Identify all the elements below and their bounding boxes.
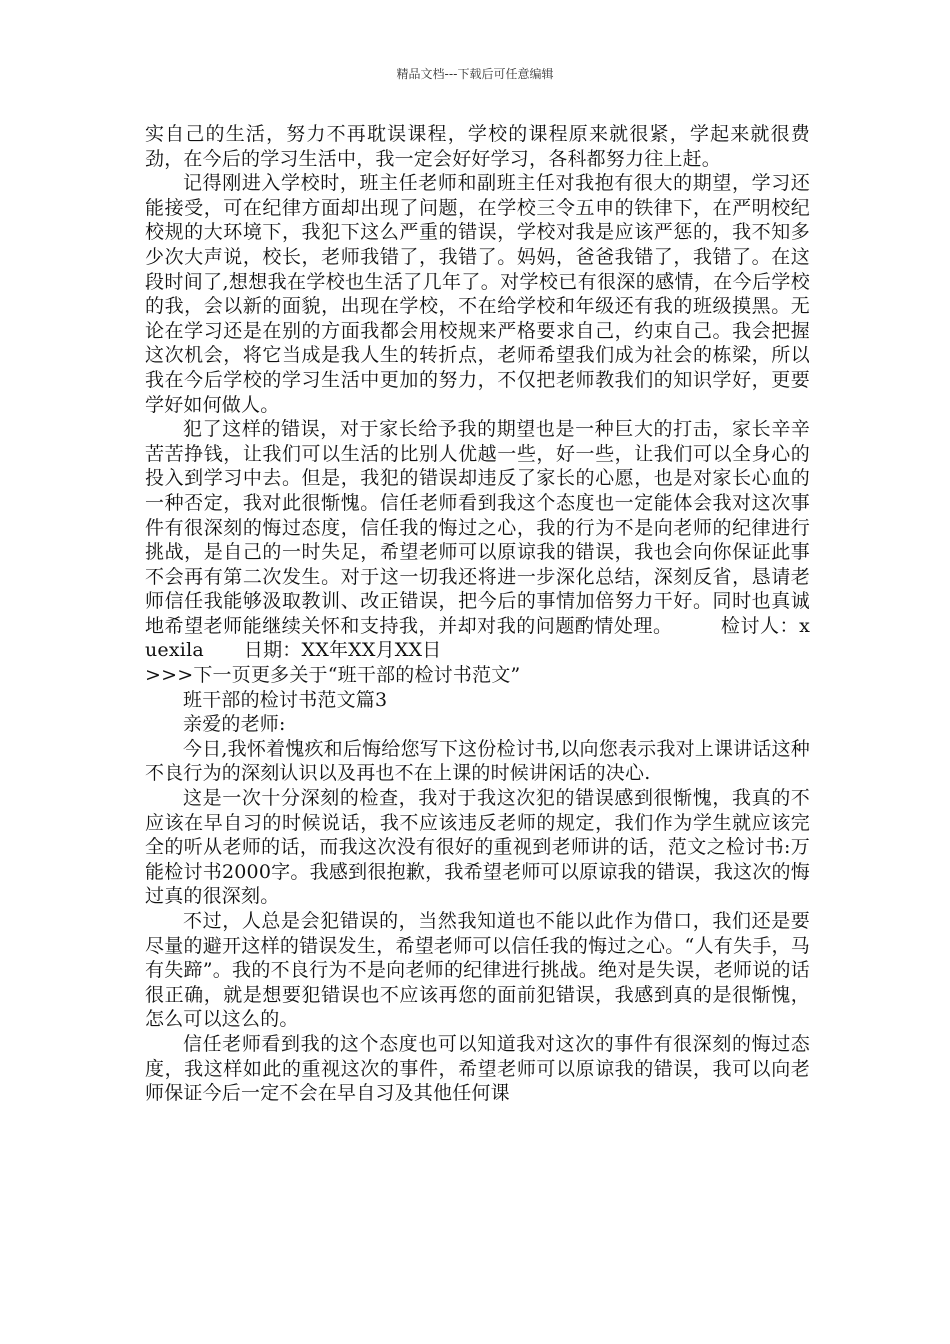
date: 日期：XX年XX月XX日: [243, 639, 442, 662]
paragraph-3-text: 犯了这样的错误，对于家长给予我的期望也是一种巨大的打击，家长辛辛苦苦挣钱，让我们可以生活的比别人优越一些，好一些，让我们可以全身心的投入到学习中去。但是，我犯的错误却违反了家长的心愿，也是对家长心血的一种否定，我对此很惭愧。信任老师看到我这个态度也一定能体会我对这次事件有很深刻的悔过态度，信任我的悔过之心，我的行为不是向老师的纪律进行挑战，是自己的一时失足，希望老师可以原谅我的错误，我也会向你保证此事不会再有第二次发生。对于这一切我还将进一步深化总结，深刻反省，恳请老师信任我能够汲取教训、改正错误，把今后的事情加倍努力干好。同时也真诚地希望老师能继续关怀和支持我，并却对我的问题酌情处理。: [145, 418, 810, 637]
paragraph-1: 实自己的生活，努力不再耽误课程，学校的课程原来就很紧，学起来就很费劲，在今后的学习生活中，我一定会好好学习，各科都努力往上赶。: [145, 123, 810, 170]
document-body: [145, 122, 810, 1106]
paragraph-5: 这是一次十分深刻的检查，我对于我这次犯的错误感到很惭愧，我真的不应该在早自习的时候说话，我不应该违反老师的规定，我们作为学生就应该完全的听从老师的话，而我这次没有很好的重视到老师讲的话，范文之检讨书:万能检讨书2000字。我感到很抱歉，我希望老师可以原谅我的错误，我这次的悔过真的很深刻。: [145, 787, 810, 908]
paragraph-3: [145, 417, 810, 663]
salutation: 亲爱的老师:: [183, 713, 286, 736]
signer: 检讨人：xuexila: [145, 614, 810, 662]
paragraph-4: 今日,我怀着愧疚和后悔给您写下这份检讨书,以向您表示我对上课讲话这种不良行为的深刻认识以及再也不在上课的时候讲闲话的决心.: [145, 737, 810, 785]
paragraph-6: 不过，人总是会犯错误的，当然我知道也不能以此作为借口，我们还是要尽量的避开这样的错误发生，希望老师可以信任我的悔过之心。“人有失手，马有失蹄”。我的不良行为不是向老师的纪律进行挑战。绝对是失误，老师说的话很正确，就是想要犯错误也不应该再您的面前犯错误，我感到真的是很惭愧，怎么可以这么的。: [145, 910, 810, 1031]
page-header: 精品文档---下载后可任意编辑: [396, 67, 554, 81]
paragraph-7: 信任老师看到我的这个态度也可以知道我对这次的事件有很深刻的悔过态度，我这样如此的重视这次的事件，希望老师可以原谅我的错误，我可以向老师保证今后一定不会在早自习及其他任何课: [145, 1032, 810, 1105]
paragraph-2: 记得刚进入学校时，班主任老师和副班主任对我抱有很大的期望，学习还能接受，可在纪律方面却出现了问题，在学校三令五申的铁律下，在严明校纪校规的大环境下，我犯下这么严重的错误，学校对我是应该严惩的，我不知多少次大声说，校长，老师我错了，我错了。妈妈，爸爸我错了，我错了。在这段时间了,想想我在学校也生活了几年了。对学校已有很深的感情，在今后学校的我，会以新的面貌，出现在学校，不在给学校和年级还有我的班级摸黑。无论在学习还是在别的方面我都会用校规来严格要求自己，约束自己。我会把握这次机会，将它当成是我人生的转折点，老师希望我们成为社会的栋梁，所以我在今后学校的学习生活中更加的努力，不仅把老师教我们的知识学好，更要学好如何做人。: [145, 172, 810, 416]
next-page-link[interactable]: >>>下一页更多关于“班干部的检讨书范文”: [145, 664, 521, 687]
section-title: 班干部的检讨书范文篇3: [183, 688, 388, 711]
